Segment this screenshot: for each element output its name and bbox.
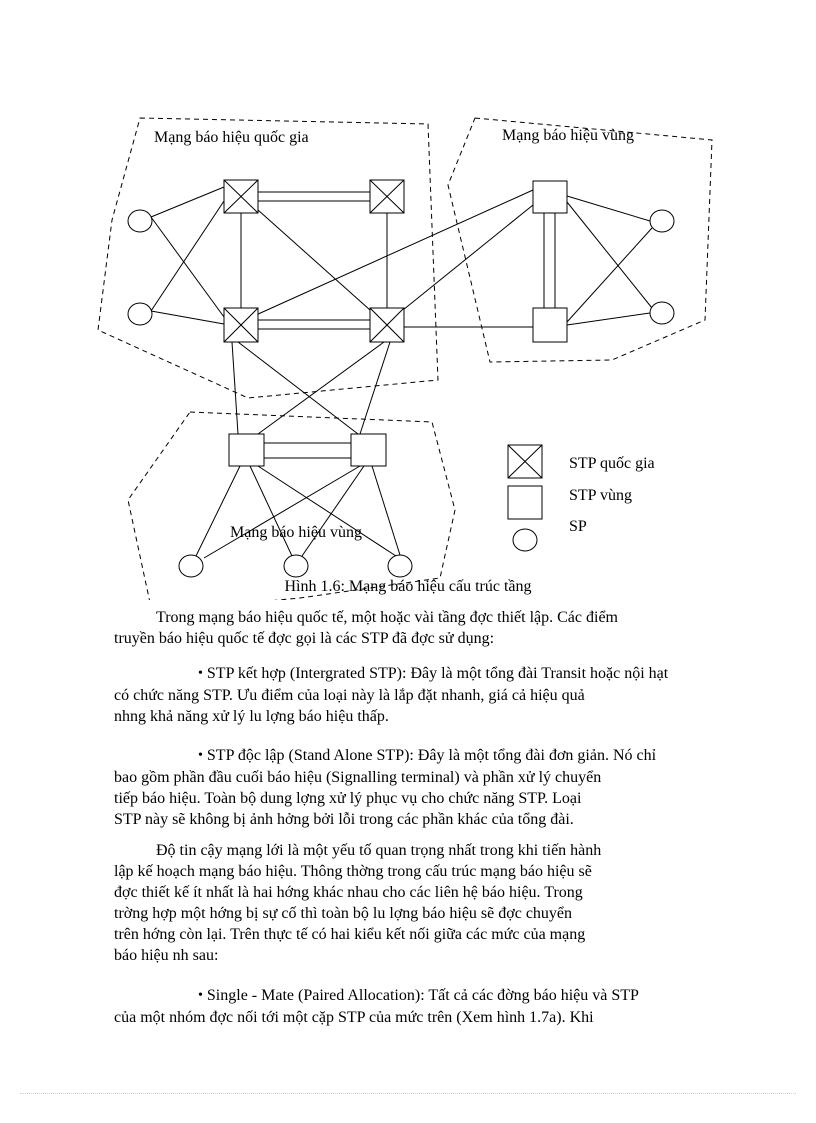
text-line: đợc thiết kế ít nhất là hai hớng khác nhau cho các liên hệ báo hiệu. Trong (114, 884, 583, 901)
regional-region-label-bottom: Mạng báo hiệu vùng (230, 524, 362, 541)
figure-caption: Hình 1.6: Mạng báo hiệu cấu trúc tầng (284, 578, 532, 595)
text-line: tiếp báo hiệu. Toàn bộ dung lợng xử lý phục vụ cho chức năng STP. Loại (114, 790, 582, 807)
stp-national-node (224, 180, 258, 213)
regional-region-outline-right (448, 118, 712, 362)
text-line: báo hiệu nh sau: (114, 947, 219, 964)
stp-regional-node (351, 434, 386, 466)
sp-node (179, 555, 203, 577)
legend (508, 445, 655, 551)
text-line: trên hớng còn lại. Trên thực tế có hai kiểu kết nối giữa các mức của mạng (114, 926, 586, 943)
bullet-single-mate (114, 985, 718, 1028)
stp-national-node (370, 308, 404, 342)
text-line: Độ tin cậy mạng lới là một yếu tố quan trọng nhất trong khi tiến hành (156, 842, 602, 859)
text-line: Trong mạng báo hiệu quốc tế, một hoặc vài tầng đợc thiết lập. Các điểm (156, 609, 618, 626)
stp-regional-node (533, 181, 567, 213)
text-line: STP độc lập (Stand Alone STP): Đây là một tổng đài đơn giản. Nó chỉ (206, 747, 657, 764)
sp-node (388, 555, 412, 577)
stp-national-node (370, 180, 404, 213)
legend-stp-regional-symbol (508, 486, 542, 519)
sp-node (650, 210, 674, 232)
page-bottom-divider (20, 1093, 796, 1094)
sp-node (284, 555, 308, 577)
bullet-standalone-stp (114, 745, 718, 830)
text-line: có chức năng STP. Ưu điểm của loại này là lắp đặt nhanh, giá cả hiệu quả (114, 687, 585, 704)
legend-sp-symbol (513, 529, 537, 551)
text-line: trờng hợp một hớng bị sự cố thì toàn bộ lu lợng báo hiệu sẽ đợc chuyển (114, 905, 573, 922)
text-line: STP này sẽ không bị ảnh hởng bởi lỗi trong các phần khác của tổng đài. (114, 811, 574, 828)
legend-sp-label: SP (569, 518, 587, 535)
sp-node (650, 302, 674, 324)
regional-region-label-right: Mạng báo hiệu vùng (502, 127, 634, 144)
text-line: lập kế hoạch mạng báo hiệu. Thông thờng trong cấu trúc mạng báo hiệu sẽ (114, 863, 592, 880)
text-line: Single - Mate (Paired Allocation): Tất cả các đờng báo hiệu và STP (206, 987, 639, 1004)
bullet-icon: • (198, 748, 203, 763)
legend-stp-national-label: STP quốc gia (569, 455, 655, 472)
legend-stp-regional-label: STP vùng (569, 487, 632, 504)
paragraph-1 (114, 607, 718, 649)
bullet-icon: • (198, 988, 203, 1003)
stp-national-node (224, 308, 258, 342)
bullet-icon: • (198, 666, 203, 681)
national-region-label: Mạng báo hiệu quốc gia (154, 129, 309, 146)
text-line: nhng khả năng xử lý lu lợng báo hiệu thấp. (114, 708, 389, 725)
text-line: truyền báo hiệu quốc tế đợc gọi là các STP đã đợc sử dụng: (114, 630, 495, 647)
stp-regional-node (533, 308, 567, 342)
bullet-integrated-stp (114, 663, 718, 727)
text-line: của một nhóm đợc nối tới một cặp STP của mức trên (Xem hình 1.7a). Khi (114, 1009, 594, 1026)
sp-node (128, 210, 152, 232)
stp-national-nodes (224, 180, 404, 342)
paragraph-reliability (114, 840, 718, 966)
sp-node (128, 303, 152, 325)
text-line: bao gồm phần đầu cuối báo hiệu (Signalling terminal) và phần xử lý chuyển (114, 769, 602, 786)
text-line: STP kết hợp (Intergrated STP): Đây là một tổng đài Transit hoặc nội hạt (206, 665, 669, 682)
sp-nodes (128, 210, 674, 577)
stp-regional-node (229, 434, 264, 466)
